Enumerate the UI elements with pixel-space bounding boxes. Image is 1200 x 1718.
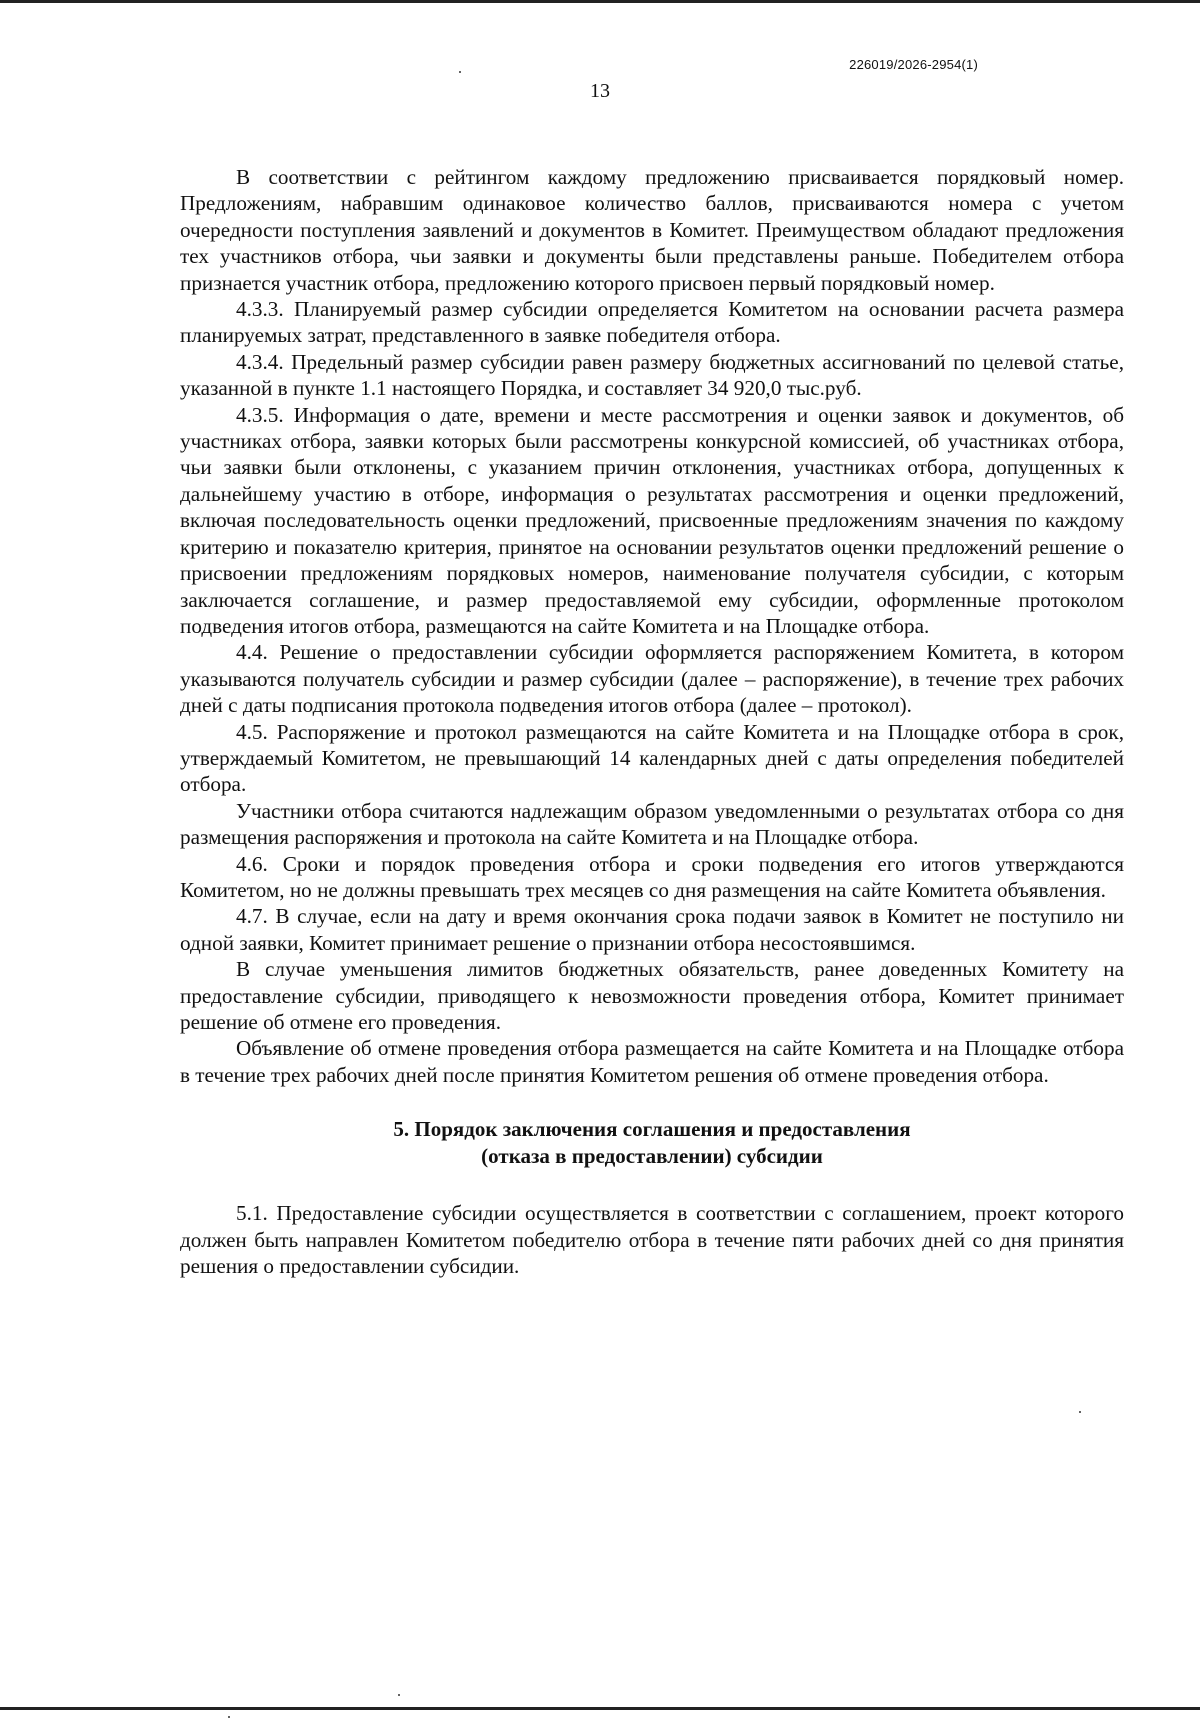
document-registration-number: 226019/2026-2954(1) [849, 57, 978, 72]
paragraph-4-6: 4.6. Сроки и порядок проведения отбора и сроки подведения его итогов утверждаются Комитетом, но не должны превышать трех месяцев со дня размещения на сайте Комитета объявления. [180, 851, 1124, 902]
paragraph-limits-reduction: В случае уменьшения лимитов бюджетных обязательств, ранее доведенных Комитету на предоставление субсидии, приводящего к невозможности проведения отбора, Комитет принимает решение об отмене его проведения. [180, 957, 1124, 1034]
paragraph-4-3-5: 4.3.5. Информация о дате, времени и месте рассмотрения и оценки заявок и документов, об участниках отбора, заявки которых были рассмотрены конкурсной комиссией, об участниках отбора, чьи заявки были отклонены, с указанием причин отклонения, участниках отбора, допущенных к дальнейшему участию в отборе, информация о результатах рассмотрения и оценки предложений, включая последовательность оценки предложений, присвоенные предложениям значения по каждому критерию и показателю критерия, принятое на основании результатов оценки предложений решение о присвоении предложениям порядковых номеров, наименование получателя субсидии, с которым заключается соглашение, и размер предоставляемой ему субсидии, оформленные протоколом подведения итогов отбора, размещаются на сайте Комитета и на Площадке отбора. [180, 402, 1124, 638]
scan-speck [459, 71, 461, 73]
paragraph-rating-order: В соответствии с рейтингом каждому предложению присваивается порядковый номер. Предложениям, набравшим одинаковое количество баллов, присваиваются номера с учетом очередности поступления заявлений и документов в Комитет. Преимуществом обладают предложения тех участников отбора, чьи заявки и документы были представлены раньше. Победителем отбора признается участник отбора, предложению которого присвоен первый порядковый номер. [180, 165, 1124, 295]
scan-speck [1079, 1411, 1081, 1413]
paragraph-4-3-4: 4.3.4. Предельный размер субсидии равен размеру бюджетных ассигнований по целевой статье, указанной в пункте 1.1 настоящего Порядка, и составляет 34 920,0 тыс.руб. [180, 349, 1124, 401]
paragraph-4-3-3: 4.3.3. Планируемый размер субсидии определяется Комитетом на основании расчета размера планируемых затрат, представленного в заявке победителя отбора. [180, 297, 1124, 348]
document-body [180, 164, 1124, 1279]
paragraph-cancellation-notice: Объявление об отмене проведения отбора размещается на сайте Комитета и на Площадке отбора в течение трех рабочих дней после принятия Комитетом решения об отмене проведения отбора. [180, 1036, 1124, 1087]
paragraph-4-4: 4.4. Решение о предоставлении субсидии оформляется распоряжением Комитета, в котором указываются получатель субсидии и размер субсидии (далее – распоряжение), в течение трех рабочих дней с даты подписания протокола подведения итогов отбора (далее – протокол). [180, 640, 1124, 718]
section-5-heading-line1: 5. Порядок заключения соглашения и предоставления [393, 1117, 911, 1142]
page-number: 13 [590, 80, 610, 102]
paragraph-participants-notified: Участники отбора считаются надлежащим образом уведомленными о результатах отбора со дня размещения распоряжения и протокола на сайте Комитета и на Площадке отбора. [180, 798, 1124, 850]
section-5-heading-line2: (отказа в предоставлении) субсидии [481, 1144, 823, 1169]
paragraph-5-1: 5.1. Предоставление субсидии осуществляется в соответствии с соглашением, проект которого должен быть направлен Комитетом победителю отбора в течение пяти рабочих дней со дня принятия решения о предоставлении субсидии. [180, 1201, 1124, 1279]
top-scan-border [0, 0, 1200, 3]
scan-speck [398, 1694, 400, 1696]
paragraph-4-7: 4.7. В случае, если на дату и время окончания срока подачи заявок в Комитет не поступило ни одной заявки, Комитет принимает решение о признании отбора несостоявшимся. [180, 904, 1124, 955]
section-5-heading [180, 1116, 1124, 1170]
paragraph-4-5: 4.5. Распоряжение и протокол размещаются на сайте Комитета и на Площадке отбора в срок, утверждаемый Комитетом, не превышающий 14 календарных дней с даты определения победителей отбора. [180, 719, 1124, 797]
